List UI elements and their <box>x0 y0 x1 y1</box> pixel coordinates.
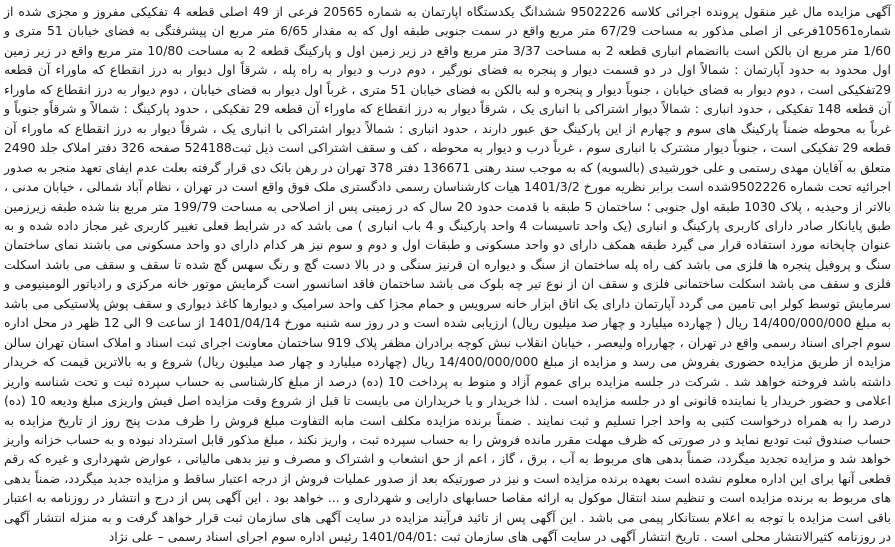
auction-notice-text: آگهی مزایده مال غیر منقول پرونده اجرائی کلاسه 9502226 ششدانگ یکدستگاه اپارتمان به شماره 20565 فرعی از 49 اصلی قطعه 4 تفکیکی مفروز و مجزی شده از شماره10561فرعی از اصلی مذکور به مساحت 67/29 متر مربع واقع در سمت جنوبی طبقه اول که به مقدار 6/65 متر مربع ان پیشرفتگی به فضای خیابان 51 متری و 1/60 متر مربع ان بالکن است باانضمام انباری قطعه 2 به مساحت 3/37 متر مربع واقع در زیر زمین اول و پارکینگ قطعه 2 به مساحت 10/80 متر مربع واقع در زیر زمین اول محدود به حدود آپارتمان : شمالاً اول در دو قسمت دیوار و پنجره به فضای نورگیر ، دوم درب و دیوار به راه پله ، شرقاً اول دیوار به درز انقطاع که ماوراء آن قطعه 29تفکیکی است ، دوم دیوار به فضای خیابان ، جنوباً دیوار و پنجره و لبه بالکن به فضای خیابان 51 متری ، غرباً اول دیوار به فضای خیابان ، دوم دیوار به درز انقطاع که ماوراء آن قطعه 148 تفکیکی ، حدود انباری : شمالاً دیوار اشتراکی با انباری یک ، شرقاً دیوار به درز انقطاع که ماوراء آن قطعه 29 تفکیکی ، حدود پارکینگ : شمالاً و شرقاًو جنوباً و غرباً به محوطه ضمناً پارکینگ های سوم و چهارم از این پارکینگ حق عبور دارند ، حدود انباری : شمالاً دیوار اشتراکی با انباری یک ، شرقاً دیوار به درز انقطاع که ماوراء آن قطعه 29 تفکیکی است ، جنوباً دیوار مشترک با انباری سوم ، غرباً درب و دیوار به محوطه ، کف و سقف اشتراکی است ذیل ثبت524188 صفحه 326 دفتر املاک جلد 2490 متعلق به آقایان مهدی رستمی و علی خورشیدی (بالسویه) که به موجب سند رهنی 136671 دفتر 378 تهران در رهن بانک دی قرار گرفته بعلت عدم ایفای تعهد منجر به صدور اجرائیه تحت شماره 9502226شده است برابر نظریه مورخ 1401/3/2 هیات کارشناسان رسمی دادگستری ملک فوق واقع است در تهران ، نظام آباد شمالی ، خیابان مدنی ، بالاتر از وحیدیه ، پلاک 1030 طبقه اول جنوبی ؛ ساختمان 5 طبقه با قدمت حدود 20 سال که در زمینی پس از اصلاحی به مساحت 199/79 متر مربع بنا شده طبقه زیرزمین طبق پایانکار صادر دارای کاربری پارکینگ و انباری (یک واحد تاسیسات 4 واحد پارکینگ و 4 باب انباری ) می باشد که در شرایط فعلی تغییر کاربری غیر مجاز داده شده و به عنوان چاپخانه مورد استفاده قرار می گیرد طبقه همکف دارای دو واحد مسکونی و طبقات اول و دوم و سوم نیز هر کدام دارای دو واحد مسکونی می باشند نمای ساختمان سنگ و پروفیل پنجره ها فلزی می باشد کف راه پله ساختمان از سنگ و دیواره ان قرنیز سنگی و در بالا دست گچ و رنگ سهس گچ شده تا سقف و سقف می باشد اسکلت فلزی و سقف می باشد اسکلت ساختمانی فلزی و سقف ان از نوع تیر چه بلوک می باشد ساختمان فاقد اسانسور است گرمایش موتور خانه مرکزی و رادیاتور الومینیومی و سرمایش توسط کولر ابی تامین می گردد آپارتمان دارای یک اتاق ابزار خانه سرویس و حمام مجزا کف واحد سرامیک و دیوارها کاغذ دیواری و سقف پوش پلاستیکی می باشد به مبلغ 14/400/000/000 ریال ( چهارده میلیارد و چهار صد میلیون ریال) ارزیابی شده است و در روز سه شنبه مورخ 1401/04/14 از ساعت 9 الی 12 ظهر در محل اداره سوم اجرای اسناد رسمی واقع در تهران ، چهارراه ولیعصر ، خیابان انقلاب نبش کوچه برادران مظفر پلاک 919 ساختمان معاونت اجرای ثبت اسناد و املاک استان تهران سالن مزایده از طریق مزایده حضوری بفروش می رسد و مزایده از مبلغ 14/400/000/000 ریال (چهارده میلیارد و چهار صد میلیون ریال) شروع و به بالاترین قیمت که خریدار داشته باشد فروخته خواهد شد . شرکت در جلسه مزایده برای عموم آزاد و منوط به پرداخت 10 (ده) درصد از مبلغ کارشناسی به حساب سپرده ثبت و تحت شناسه واریز اعلامی و حضور خریدار یا نماینده قانونی او در جلسه مزایده است . لذا خریدار و یا خریداران می بایست تا قبل از شروع وقت مزایده اصل فیش واریزی مبلغ ودیعه 10 (ده) درصد را به همراه درخواست کتبی به واحد اجرا تسلیم و ثبت نمایند . ضمناً برنده مزایده مکلف است مابه التفاوت مبلغ فروش را ظرف مدت پنج روز از تاریخ مزایده به حساب صندوق ثبت تودیع نماید و در صورتی که ظرف مهلت مقرر مانده فروش را به حساب سپرده ثبت ، واریز نکند ، مبلغ مذکور قابل استرداد نبوده و به حساب خزانه واریز خواهد شد و مزایده تجدید میگردد، ضمناً بدهی های مربوط به آب ، برق ، گاز ، اعم از حق انشعاب و اشتراک و مصرف و نیز بدهی مالیاتی ، عوارض شهرداری و غیره که رقم قطعی آنها برای این اداره معلوم نشده است بعهده برنده مزایده است و نیز در صورتیکه بعد از صدور عملیات فروش از درجه اعتبار ساقط و مزایده جدید میگردد، ضمناً بدهی های مربوط به برنده مزایده است و تنظیم سند انتقال موکول به ارائه مفاصا حسابهای دارایی و شهرداری و ... خواهد بود . این آگهی پس از درج و انتشار در روزنامه به اعتبار باقی است مزایده با توجه به اعلام بستانکار پیمی می باشد . این آگهی پس از تائید فرآیند مزایده در سایت آگهی های سازمان ثبت قرار خواهد گرفت و به منزله انتشار آگهی در روزنامه کثیرالانتشار محلی است . تاریخ انتشار آگهی در سایت آگهی های سازمان ثبت :1401/04/01 رئیس اداره سوم اجرای اسناد رسمی – علی نژاد <box>4 4 892 545</box>
auction-notice <box>4 2 892 545</box>
